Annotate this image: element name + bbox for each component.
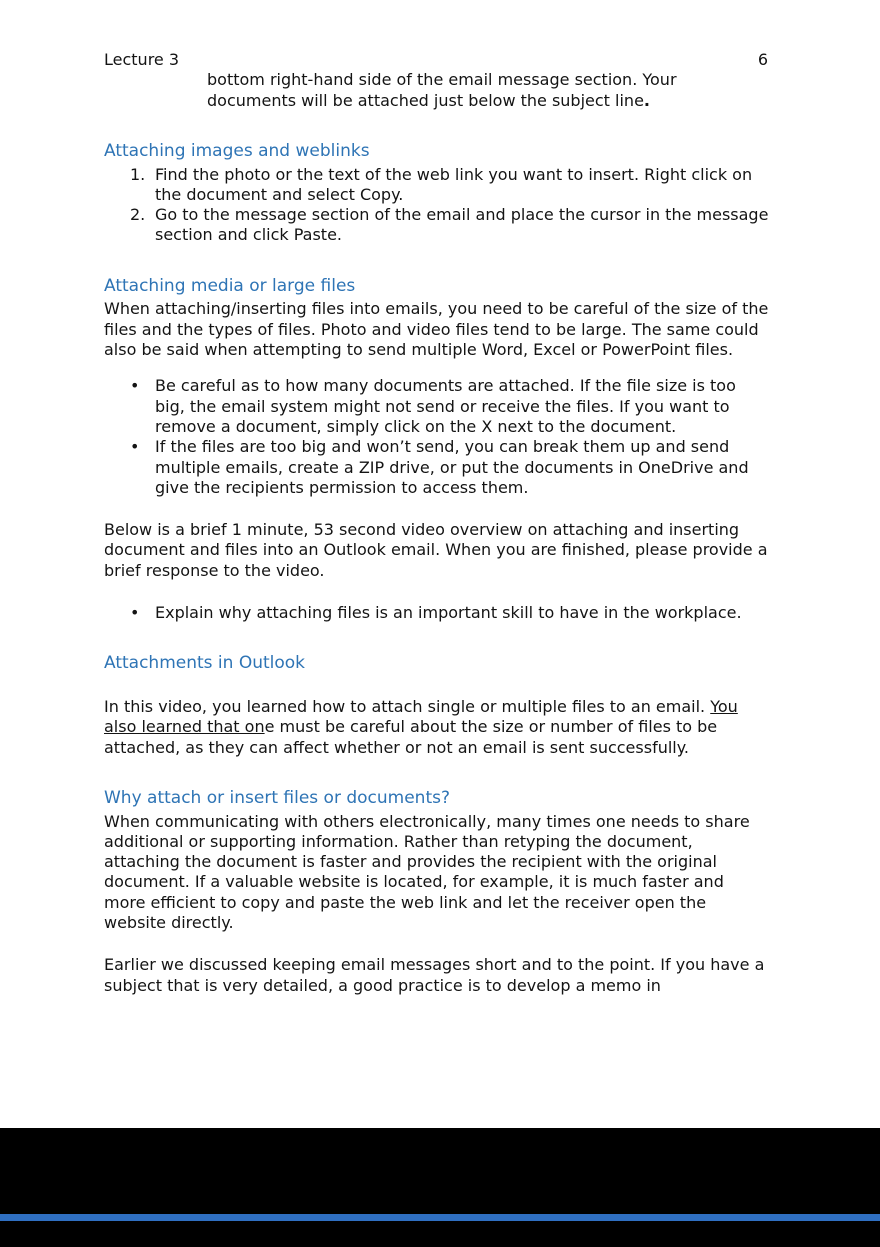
- closing-paragraph: Earlier we discussed keeping email messages short and to the point. If you have a subject that is very detailed, a good practice is to develop a memo in: [104, 955, 765, 995]
- list-item-text: Find the photo or the text of the web link you want to insert. Right click on the document and select Copy.: [155, 164, 753, 204]
- outlook-paragraph: [104, 697, 770, 758]
- numbered-item-1: [104, 165, 770, 206]
- bullet-icon: •: [130, 376, 140, 396]
- outlook-paragraph-part1: In this video, you learned how to attach single or multiple files to an email.: [104, 696, 711, 716]
- intro-paragraph: [207, 70, 770, 111]
- video-intro-paragraph: Below is a brief 1 minute, 53 second video overview on attaching and inserting document and files into an Outlook email. When you are finished, please provide a brief response to the video.: [104, 520, 768, 580]
- list-number: 2.: [130, 205, 146, 225]
- document-content: [0, 70, 880, 996]
- numbered-item-2: [104, 205, 770, 246]
- bullet-item-file-count: [104, 376, 770, 437]
- outlook-paragraph-underlined: You also learned that on: [104, 696, 738, 737]
- list-item-text: Go to the message section of the email and place the cursor in the message section and click Paste.: [155, 205, 769, 245]
- list-item-text: Explain why attaching files is an important skill to have in the workplace.: [155, 603, 742, 623]
- heading-attaching-images-weblinks: Attaching images and weblinks: [104, 140, 370, 161]
- list-item-text: If the files are too big and won’t send, you can break them up and send multiple emails, create a ZIP drive, or put the documents in OneDrive and give the recipients permission to access them.: [155, 437, 749, 497]
- bottom-blue-bar: [0, 1214, 880, 1221]
- media-paragraph: When attaching/inserting files into emails, you need to be careful of the size of the files and the types of files. Photo and video files tend to be large. The same could also be said when attempting to send multiple Word, Excel or PowerPoint files.: [104, 299, 769, 359]
- why-attach-paragraph: When communicating with others electronically, many times one needs to share additional or supporting information. Rather than retyping the document, attaching the document is faster and provides the recipient with the original document. If a valuable website is located, for example, it is much faster and more efficient to copy and paste the web link and let the receiver open the website directly.: [104, 811, 750, 933]
- intro-text: bottom right-hand side of the email message section. Your documents will be attached just below the subject line: [207, 70, 677, 110]
- outlook-paragraph-part2: e must be careful about the size or number of files to be attached, as they can affect whether or not an email is sent successfully.: [104, 717, 718, 757]
- heading-attachments-in-outlook: Attachments in Outlook: [104, 653, 306, 674]
- bullet-icon: •: [130, 437, 140, 457]
- lecture-title: Lecture 3: [104, 50, 180, 69]
- bottom-black-band: [0, 1128, 880, 1247]
- list-number: 1.: [130, 164, 146, 184]
- heading-attaching-media-large-files: Attaching media or large files: [104, 275, 356, 296]
- bullet-item-explain: [104, 603, 770, 623]
- heading-why-attach: Why attach or insert files or documents?: [104, 787, 451, 808]
- page-header: [0, 0, 880, 70]
- bullet-item-file-size: [104, 437, 770, 498]
- bullet-icon: •: [130, 603, 140, 623]
- intro-bold-period: .: [643, 90, 650, 110]
- list-item-text: Be careful as to how many documents are attached. If the file size is too big, the email system might not send or receive the files. If you want to remove a document, simply click on the X next to the document.: [155, 376, 736, 436]
- page-number: 6: [757, 50, 768, 69]
